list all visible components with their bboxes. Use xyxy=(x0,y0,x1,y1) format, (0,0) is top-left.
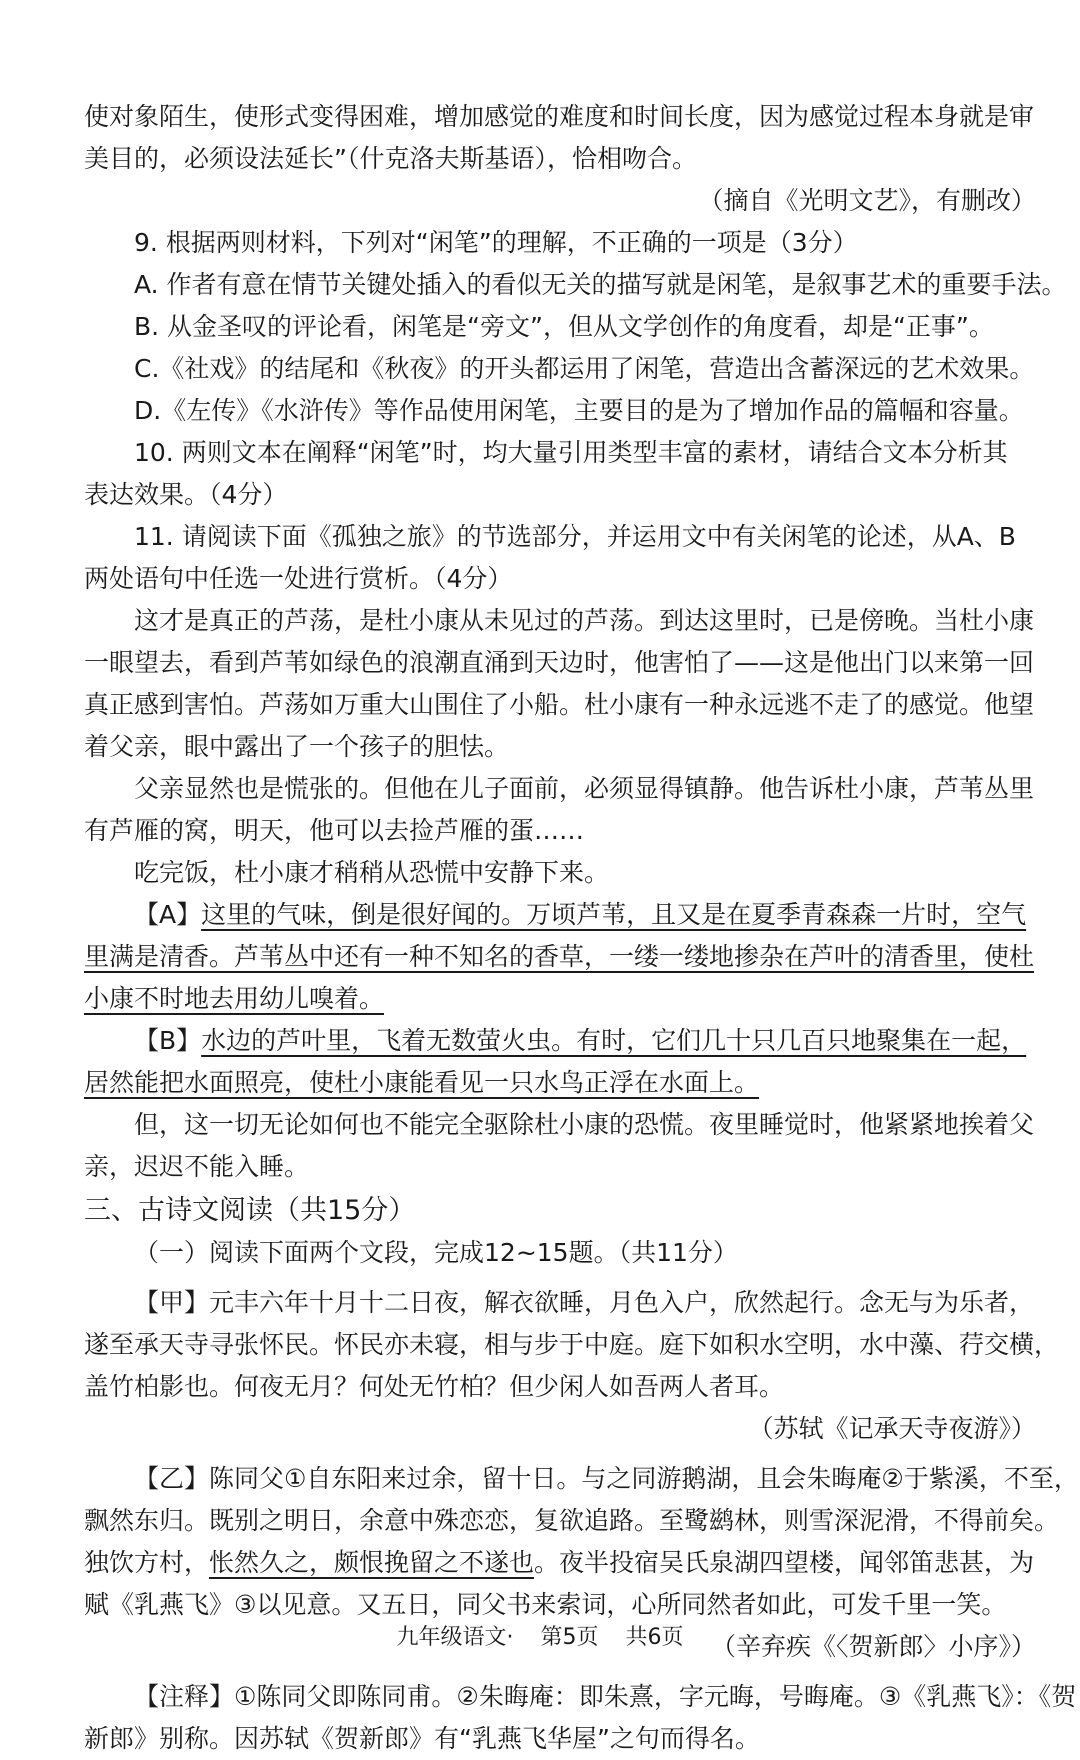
story-line: 亲，迟迟不能入睡。 xyxy=(84,1152,310,1181)
footer-page: 第5页 xyxy=(540,1625,599,1650)
question-11-cont: 两处语句中任选一处进行赏析。（4分） xyxy=(84,564,513,593)
yi-source: （辛弃疾《〈贺新郎〉小序》） xyxy=(710,1632,1036,1661)
yi-line: 【乙】陈同父①自东阳来过余，留十日。与之同游鹅湖，且会朱晦庵②于紫溪，不至， xyxy=(134,1464,1079,1493)
footer-total: 共6页 xyxy=(625,1625,684,1650)
story-line: 有芦雁的窝，明天，他可以去捡芦雁的蛋…… xyxy=(84,816,585,845)
section-title: 三、古诗文阅读（共15分） xyxy=(84,1195,416,1226)
option-b: B. 从金圣叹的评论看，闲笔是“旁文”，但从文学创作的角度看，却是“正事”。 xyxy=(134,312,994,341)
story-line: 但，这一切无论如何也不能完全驱除杜小康的恐慌。夜里睡觉时，他紧紧地挨着父 xyxy=(134,1110,1035,1139)
passage-b-line xyxy=(84,1020,1044,1062)
story-line: 这才是真正的芦荡，是杜小康从未见过的芦荡。到达这里时，已是傍晚。当杜小康 xyxy=(134,606,1035,635)
text-line: 使对象陌生，使形式变得困难，增加感觉的难度和时间长度，因为感觉过程本身就是审 xyxy=(84,102,1035,131)
marker-b: 【B】 xyxy=(134,1026,202,1055)
underlined-text: 居然能把水面照亮，使杜小康能看见一只水鸟正浮在水面上。 xyxy=(84,1068,760,1097)
story-line: 真正感到害怕。芦荡如万重大山围住了小船。杜小康有一种永远逃不走了的感觉。他望 xyxy=(84,690,1035,719)
question-11: 11. 请阅读下面《孤独之旅》的节选部分，并运用文中有关闲笔的论述，从A、B xyxy=(134,522,1016,551)
jia-line: 【甲】元丰六年十月十二日夜，解衣欲睡，月色入户，欣然起行。念无与为乐者， xyxy=(134,1288,1035,1317)
story-line: 一眼望去，看到芦苇如绿色的浪潮直涌到天边时，他害怕了——这是他出门以来第一回 xyxy=(84,648,1035,677)
notes-line: 【注释】①陈同父即陈同甫。②朱晦庵：即朱熹，字元晦，号晦庵。③《乳燕飞》：《贺 xyxy=(134,1682,1077,1711)
passage-a-line xyxy=(84,936,1044,978)
yi-line xyxy=(84,1542,1044,1584)
page-footer xyxy=(0,1620,1080,1651)
story-line: 父亲显然也是慌张的。但他在儿子面前，必须显得镇静。他告诉杜小康，芦苇丛里 xyxy=(134,774,1035,803)
yi-line: 赋《乳燕飞》③以见意。又五日，同父书来索词，心所同然者如此，可发千里一笑。 xyxy=(84,1590,1007,1619)
passage-b-line xyxy=(84,1062,1044,1104)
underlined-text: 小康不时地去用幼儿嗅着。 xyxy=(84,984,385,1013)
story-line: 着父亲，眼中露出了一个孩子的胆怯。 xyxy=(84,732,510,761)
question-9-stem: 9. 根据两则材料，下列对“闲笔”的理解，不正确的一项是（3分） xyxy=(134,228,858,257)
yi-line: 飘然东归。既别之明日，余意中殊恋恋，复欲追路。至鹭鹚林，则雪深泥滑，不得前矣。 xyxy=(84,1506,1060,1535)
exam-page xyxy=(84,96,1079,1760)
option-a: A. 作者有意在情节关键处插入的看似无关的描写就是闲笔，是叙事艺术的重要手法。 xyxy=(134,270,1067,299)
marker-a: 【A】 xyxy=(134,900,202,929)
underlined-text: 里满是清香。芦苇丛中还有一种不知名的香草，一缕一缕地掺杂在芦叶的清香里，使杜 xyxy=(84,942,1035,971)
question-10: 10. 两则文本在阐释“闲笔”时，均大量引用类型丰富的素材，请结合文本分析其 xyxy=(134,438,1008,467)
yi-text: 独饮方村， xyxy=(84,1548,210,1577)
footer-subject: 九年级语文· xyxy=(396,1625,514,1650)
underlined-text: 怅然久之，颇恨挽留之不遂也 xyxy=(209,1548,535,1577)
passage-a-line xyxy=(84,978,1044,1020)
text-line: 美目的，必须设法延长”（什克洛夫斯基语），恰相吻合。 xyxy=(84,144,697,173)
source-citation: （摘自《光明文艺》，有删改） xyxy=(698,186,1036,215)
story-line: 吃完饭，杜小康才稍稍从恐慌中安静下来。 xyxy=(134,858,610,887)
yi-text: 。夜半投宿吴氏泉湖四望楼，闻邻笛悲甚，为 xyxy=(534,1548,1035,1577)
section-subtitle: （一）阅读下面两个文段，完成12~15题。（共11分） xyxy=(134,1238,738,1267)
underlined-text: 这里的气味，倒是很好闻的。万顷芦苇，且又是在夏季青森森一片时，空气 xyxy=(201,900,1027,929)
underlined-text: 水边的芦叶里，飞着无数萤火虫。有时，它们几十只几百只地聚集在一起， xyxy=(201,1026,1027,1055)
jia-source: （苏轼《记承天寺夜游》） xyxy=(748,1414,1036,1443)
option-c: C.《社戏》的结尾和《秋夜》的开头都运用了闲笔，营造出含蓄深远的艺术效果。 xyxy=(134,354,1035,383)
passage-a-line xyxy=(84,894,1044,936)
jia-line: 盖竹柏影也。何夜无月？何处无竹柏？但少闲人如吾两人者耳。 xyxy=(84,1372,785,1401)
jia-line: 遂至承天寺寻张怀民。怀民亦未寝，相与步于中庭。庭下如积水空明，水中藻、荇交横， xyxy=(84,1330,1060,1359)
option-d: D.《左传》《水浒传》等作品使用闲笔，主要目的是为了增加作品的篇幅和容量。 xyxy=(134,396,1024,425)
notes-line: 新郎》别称。因苏轼《贺新郎》有“乳燕飞华屋”之句而得名。 xyxy=(84,1724,760,1753)
question-10-cont: 表达效果。（4分） xyxy=(84,480,288,509)
